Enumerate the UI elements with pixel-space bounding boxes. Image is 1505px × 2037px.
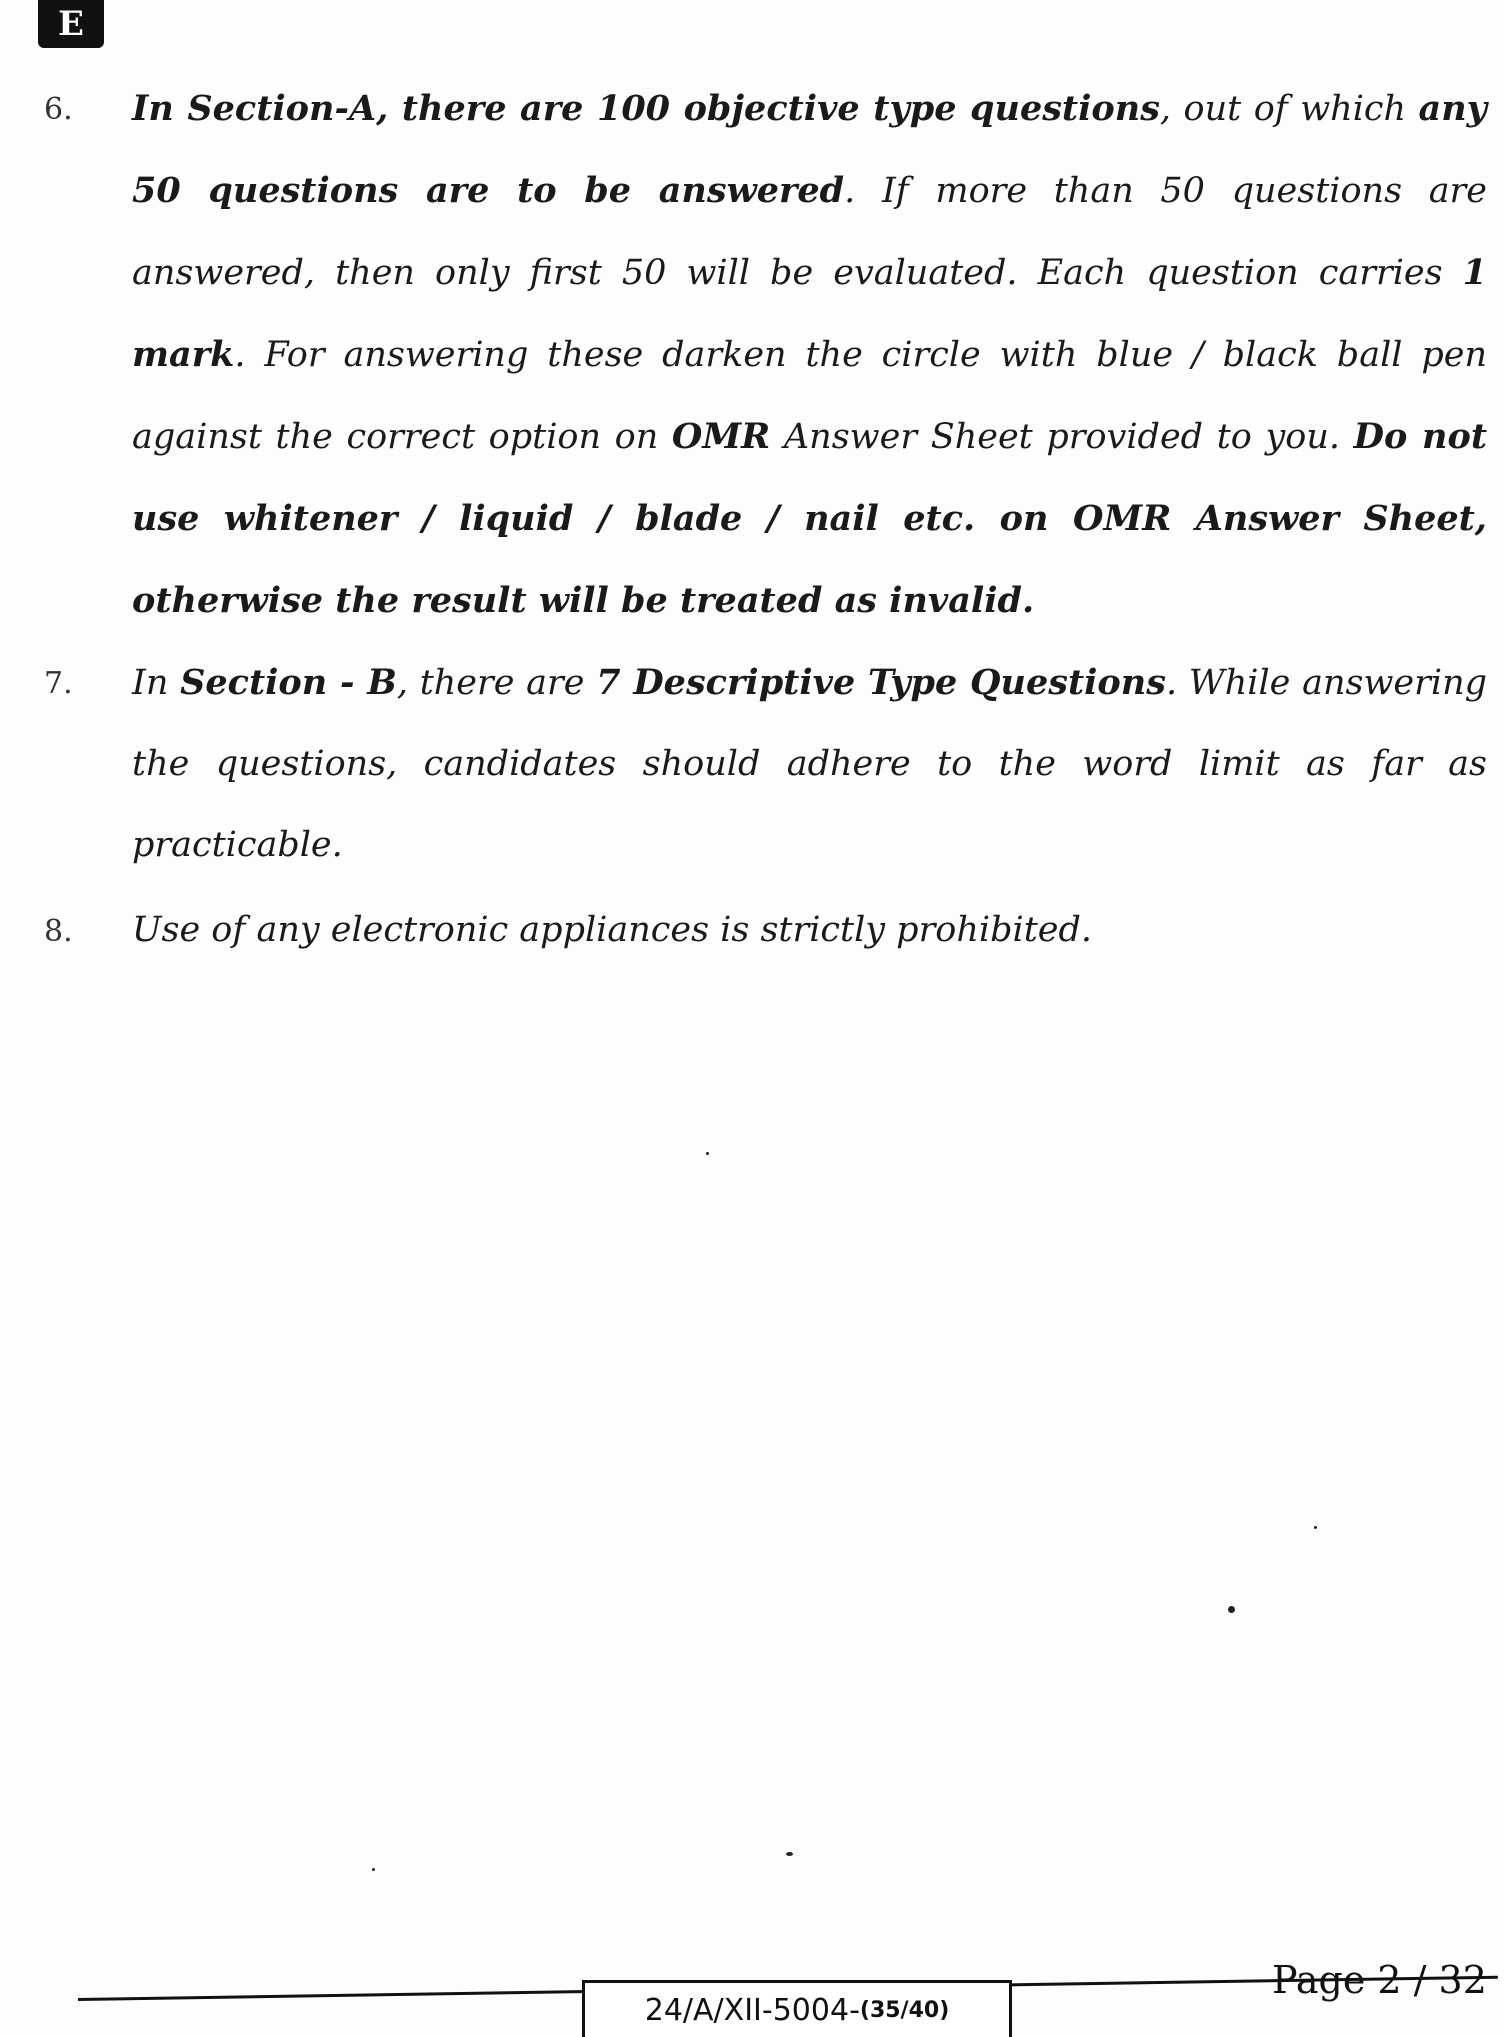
paper-code-box: [582, 1980, 1012, 2037]
paper-code: 24/A/XII-5004-: [644, 1992, 860, 2028]
paper-code-set: (35/40): [859, 1997, 950, 2023]
section-badge: E: [38, 0, 104, 48]
segment: Use of any electronic appliances is strictly prohibited.: [132, 910, 1093, 950]
segment: Do not use whitener / liquid / blade / nail etc. on OMR Answer Sheet, otherwise the result will be treated as invalid.: [132, 416, 1487, 621]
instruction-text: [132, 642, 1487, 886]
segment: , there are: [396, 663, 597, 703]
segment: 7 Descriptive Type Questions: [596, 662, 1166, 703]
segment: , out of which: [1159, 89, 1419, 129]
segment: In: [132, 663, 181, 703]
instruction-text: [132, 68, 1487, 642]
scan-speck: [706, 1152, 709, 1155]
scan-speck: [372, 1868, 375, 1871]
segment: In Section-A, there are 100 objective type questions: [132, 88, 1160, 129]
segment: OMR: [671, 416, 771, 457]
segment: Answer Sheet provided to you.: [770, 417, 1354, 457]
scan-speck: [1228, 1606, 1235, 1613]
item-number: 8.: [44, 914, 73, 949]
scan-speck: [1314, 1526, 1317, 1529]
segment: any 50 questions are to be answered: [132, 88, 1487, 211]
item-number: 7.: [44, 666, 73, 701]
segment: . While answering the questions, candidates should adhere to the word limit as far as practicable.: [132, 663, 1488, 865]
item-number: 6.: [44, 92, 73, 127]
segment: 1 mark: [132, 252, 1487, 375]
segment: . For answering these darken the circle with blue / black ball pen against the correct option on: [132, 335, 1487, 457]
instruction-text: [132, 890, 1487, 971]
segment: . If more than 50 questions are answered, then only first 50 will be evaluated. Each question carries: [132, 171, 1488, 293]
page-number: Page 2 / 32: [1272, 1958, 1487, 2002]
scan-speck: [786, 1852, 793, 1856]
segment: Section - B: [180, 662, 397, 703]
